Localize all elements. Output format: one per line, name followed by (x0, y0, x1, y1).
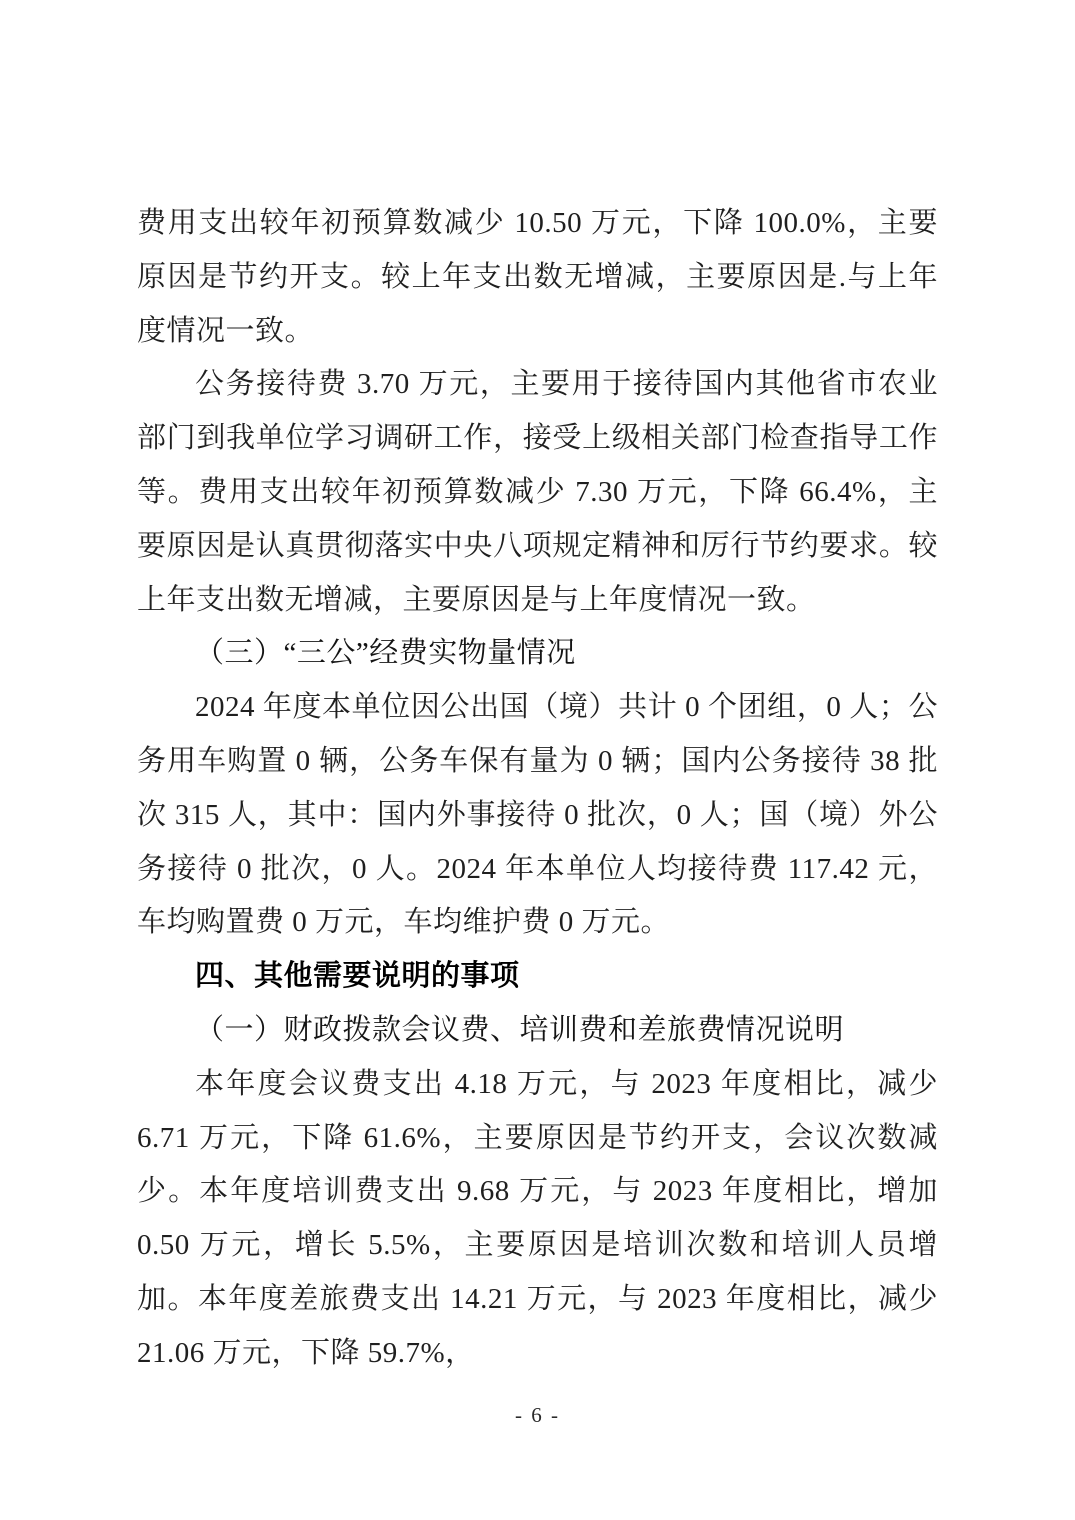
chapter-heading-other-matters: 四、其他需要说明的事项 (195, 960, 520, 993)
section-heading-three-public-expenses-physical-quantity: （三）“三公”经费实物量情况 (195, 637, 576, 670)
body-paragraph-official-vehicle-expense-continuation: 费用支出较年初预算数减少 10.50 万元，下降 100.0%，主要原因是节约开支。较上年支出数无增减，主要原因是.与上年度情况一致。 (137, 207, 938, 347)
body-paragraph-physical-quantity-details: 2024 年度本单位因公出国（境）共计 0 个团组，0 人；公务用车购置 0 辆，公务车保有量为 0 辆；国内公务接待 38 批次 315 人，其中：国内外事接待 0 批次，0 人；国（境）外公务接待 0 批次，0 人。2024 年本单位人均接待费 117.42 元，车均购置费 0 万元，车均维护费 0 万元。 (137, 691, 938, 939)
document-body (137, 197, 938, 1381)
page-number: - 6 - (515, 1403, 560, 1427)
body-paragraph-meeting-training-travel-details: 本年度会议费支出 4.18 万元，与 2023 年度相比，减少 6.71 万元，下降 61.6%，主要原因是节约开支，会议次数减少。本年度培训费支出 9.68 万元，与 2023 年度相比，增加 0.50 万元，增长 5.5%，主要原因是培训次数和培训人员增加。本年度差旅费支出 14.21 万元，与 2023 年度相比，减少 21.06 万元，下降 59.7%， (137, 1067, 938, 1369)
section-heading-meeting-training-travel-expenses: （一）财政拨款会议费、培训费和差旅费情况说明 (195, 1013, 845, 1046)
body-paragraph-official-reception-expense: 公务接待费 3.70 万元，主要用于接待国内其他省市农业部门到我单位学习调研工作，接受上级相关部门检查指导工作等。费用支出较年初预算数减少 7.30 万元，下降 66.4%，主要原因是认真贯彻落实中央八项规定精神和厉行节约要求。较上年支出数无增减，主要原因是与上年度情况一致。 (137, 368, 938, 616)
